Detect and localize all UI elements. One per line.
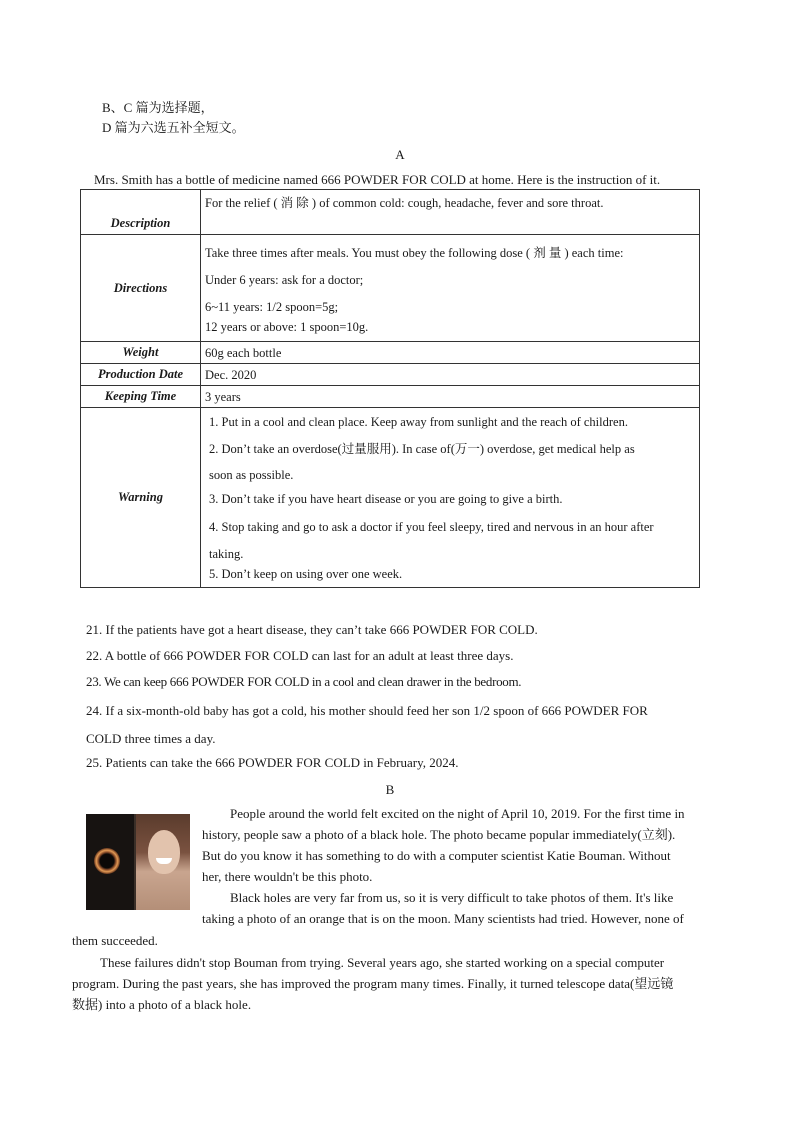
warning-line-7: 5. Don’t keep on using over one week. (209, 567, 403, 581)
directions-line-1: Take three times after meals. You must obey the following dose ( 剂 量 ) each time: (205, 246, 624, 260)
warning-line-2: 2. Don’t take an overdose(过量服用). In case of(万一) overdose, get medical help as (209, 442, 635, 456)
directions-line-4: 12 years or above: 1 spoon=10g. (205, 320, 369, 334)
value-weight: 60g each bottle (201, 342, 700, 364)
value-directions (201, 235, 700, 342)
warning-line-4: 3. Don’t take if you have heart disease or you are going to give a birth. (209, 492, 563, 506)
passage-b-p1-line-2: history, people saw a photo of a black hole. The photo became popular immediately(立刻). (202, 827, 676, 842)
question-24-line-1: 24. If a six-month-old baby has got a cold, his mother should feed her son 1/2 spoon of 666 POWDER FOR (86, 703, 648, 718)
passage-b-p2-line-3: them succeeded. (72, 933, 158, 948)
passage-b-p1-line-4: her, there wouldn't be this photo. (202, 869, 373, 884)
warning-line-3: soon as possible. (209, 468, 294, 482)
value-warning (201, 408, 700, 588)
label-description: Description (81, 190, 201, 235)
instruction-line-1: B、C 篇为选择题， (102, 100, 214, 115)
label-keeping-time: Keeping Time (81, 386, 201, 408)
label-directions: Directions (81, 235, 201, 342)
passage-b-p3-line-3: 数据) into a photo of a black hole. (72, 997, 252, 1012)
instruction-line-2: D 篇为六选五补全短文。 (102, 120, 245, 135)
passage-b-p3-line-2: program. During the past years, she has improved the program many times. Finally, it turned telescope data(望远镜 (72, 976, 674, 991)
passage-b-p2-line-2: taking a photo of an orange that is on the moon. Many scientists had tried. However, none of (202, 911, 684, 926)
value-production-date: Dec. 2020 (201, 364, 700, 386)
value-description: For the relief ( 消 除 ) of common cold: cough, headache, fever and sore throat. (201, 190, 700, 235)
label-warning: Warning (81, 408, 201, 588)
passage-b-p2-line-1: Black holes are very far from us, so it is very difficult to take photos of them. It's like (230, 890, 674, 905)
label-weight: Weight (81, 342, 201, 364)
passage-b-p1-line-3: But do you know it has something to do with a computer scientist Katie Bouman. Without (202, 848, 671, 863)
passage-b-p3-line-1: These failures didn't stop Bouman from trying. Several years ago, she started working on a special computer (100, 955, 665, 970)
question-24-line-2: COLD three times a day. (86, 731, 216, 746)
table-row-description (81, 190, 700, 235)
question-25: 25. Patients can take the 666 POWDER FOR COLD in February, 2024. (86, 755, 459, 770)
warning-line-1: 1. Put in a cool and clean place. Keep away from sunlight and the reach of children. (209, 415, 628, 429)
directions-line-3: 6~11 years: 1/2 spoon=5g; (205, 300, 339, 314)
passage-b-p1-line-1: People around the world felt excited on the night of April 10, 2019. For the first time in (230, 806, 685, 821)
table-row-weight (81, 342, 700, 364)
directions-line-2: Under 6 years: ask for a doctor; (205, 273, 364, 287)
section-b-title: B (385, 782, 395, 797)
table-row-production-date (81, 364, 700, 386)
section-a-intro: Mrs. Smith has a bottle of medicine named 666 POWDER FOR COLD at home. Here is the instruction of it. (94, 172, 661, 187)
question-23: 23. We can keep 666 POWDER FOR COLD in a cool and clean drawer in the bedroom. (86, 674, 522, 689)
black-hole-and-scientist-photo (86, 814, 190, 910)
table-row-warning (81, 408, 700, 588)
warning-line-5: 4. Stop taking and go to ask a doctor if you feel sleepy, tired and nervous in an hour after (209, 520, 654, 534)
table-row-keeping-time (81, 386, 700, 408)
black-hole-image (86, 814, 134, 910)
warning-line-6: taking. (209, 547, 244, 561)
value-keeping-time: 3 years (201, 386, 700, 408)
table-row-directions (81, 235, 700, 342)
medicine-instruction-table (80, 189, 700, 588)
question-22: 22. A bottle of 666 POWDER FOR COLD can last for an adult at least three days. (86, 648, 514, 663)
label-production-date: Production Date (81, 364, 201, 386)
section-a-title: A (395, 147, 405, 162)
question-21: 21. If the patients have got a heart disease, they can’t take 666 POWDER FOR COLD. (86, 622, 538, 637)
